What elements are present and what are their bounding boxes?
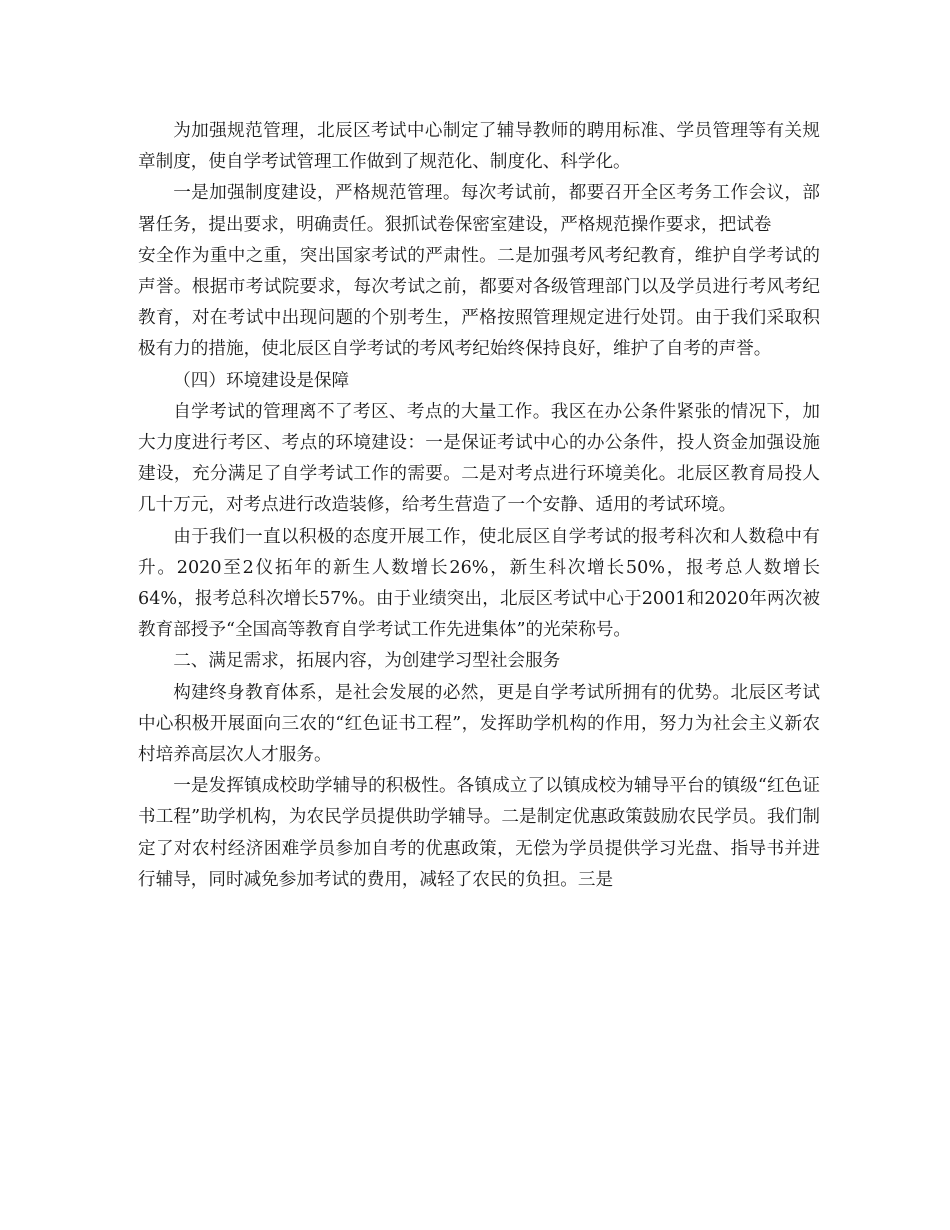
paragraph-exam-security: 安全作为重中之重，突出国家考试的严肃性。二是加强考风考纪教育，维护自学考试的声誉。根据市考试院要求，每次考试之前，都要对各级管理部门以及学员进行考风考纪教育，对在考试中出现问题的个别考生，严格按照管理规定进行处罚。由于我们采取积极有力的措施，使北辰区自学考试的考风考纪始终保持良好，维护了自考的声誉。 bbox=[138, 245, 820, 360]
paragraph-system-building: 一是加强制度建设，严格规范管理。每次考试前，都要召开全区考务工作会议，部署任务，提出要求，明确责任。狠抓试卷保密室建设，严格规范操作要求，把试卷 bbox=[138, 183, 820, 235]
section-heading-learning-society: 二、满足需求，拓展内容，为创建学习型社会服务 bbox=[173, 651, 561, 672]
paragraph-town-schools: 一是发挥镇成校助学辅导的积极性。各镇成立了以镇成校为辅导平台的镇级“红色证书工程”助学机构，为农民学员提供助学辅导。二是制定优惠政策鼓励农民学员。我们制定了对农村经济困难学员参加自考的优惠政策，无偿为学员提供学习光盘、指导书并进行辅导，同时减免参加考试的费用，减轻了农民的负担。三是 bbox=[138, 776, 820, 890]
document-body bbox=[138, 116, 820, 896]
paragraph-environment-building: 自学考试的管理离不了考区、考点的大量工作。我区在办公条件紧张的情况下，加大力度进行考区、考点的环境建设：一是保证考试中心的办公条件，投人资金加强设施建设，充分满足了自学考试工作的需要。二是对考点进行环境美化。北辰区教育局投人几十万元，对考点进行改造装修，给考生营造了一个安静、适用的考试环境。 bbox=[138, 401, 820, 516]
paragraph-lifelong-education: 构建终身教育体系，是社会发展的必然，更是自学考试所拥有的优势。北辰区考试中心积极开展面向三农的“红色证书工程”，发挥助学机构的作用，努力为社会主义新农村培养高层次人才服务。 bbox=[138, 682, 820, 766]
paragraph-results: 由于我们一直以积极的态度开展工作，使北辰区自学考试的报考科次和人数稳中有升。2020至2仪拓年的新生人数增长26%，新生科次增长50%，报考总人数增长64%，报考总科次增长57%。由于业绩突出，北辰区考试中心于2001和2020年两次被教育部授予“全国高等教育自学考试工作先进集体”的光荣称号。 bbox=[138, 526, 820, 641]
section-heading-environment: （四）环境建设是保障 bbox=[173, 370, 350, 391]
paragraph-regulations-intro: 为加强规范管理，北辰区考试中心制定了辅导教师的聘用标准、学员管理等有关规章制度，使自学考试管理工作做到了规范化、制度化、科学化。 bbox=[138, 121, 820, 173]
